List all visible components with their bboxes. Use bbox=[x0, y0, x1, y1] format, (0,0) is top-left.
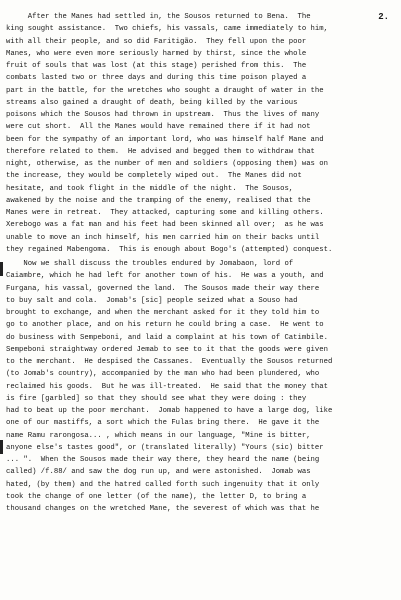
text-line: hesitate, and took flight in the middle of the night. The Sousos, bbox=[6, 184, 294, 193]
text-line: ... ". When the Sousos made their way there, they heard the name (being bbox=[6, 456, 320, 464]
text-line: After the Manes had settled in, the Sousos returned to Bena. The bbox=[6, 13, 311, 21]
text-line: Now we shall discuss the troubles endured by Jomabaon, lord of bbox=[6, 260, 294, 268]
text-line: therefore related to them. He advised and begged them to withdraw that bbox=[6, 147, 315, 156]
text-line: part in the battle, for the wretches who sought a draught of water in the bbox=[6, 86, 324, 95]
text-line: were cut short. All the Manes would have remained there if it had not bbox=[6, 123, 311, 132]
text-line: had to beat up the poor merchant. Jomab happened to have a large dog, like bbox=[6, 407, 333, 415]
text-line: do business with Sempeboni, and laid a complaint at his town of Catimbile. bbox=[6, 333, 328, 342]
text-line: hated, (by them) and the hatred called forth such ingenuity that it only bbox=[6, 480, 320, 489]
text-line: combats lasted two or three days and during this time poison played a bbox=[6, 74, 307, 83]
text-line: unable to move an inch himself, his men carried him on their backs until bbox=[6, 233, 320, 242]
page-number: 2. bbox=[378, 12, 389, 22]
text-line: Furgana, his vassal, governed the land. The Sousos made their way there bbox=[6, 284, 320, 293]
text-line: poisons which the Sousos had thrown in upstream. Thus the lives of many bbox=[6, 111, 320, 119]
text-line: fruit of souls that was lost (at this stage) perished from this. The bbox=[6, 62, 307, 70]
text-line: with all their people, and so did Faritigão. They fell upon the poor bbox=[6, 37, 307, 46]
margin-mark bbox=[0, 440, 3, 454]
text-line: been for the sympathy of an important lord, who was himself half Mane and bbox=[6, 135, 324, 144]
text-line: thousand changes on the wretched Mane, the severest of which was that he bbox=[6, 505, 320, 513]
text-line: Sempeboni straightway ordered Jemab to see to it that the goods were given bbox=[6, 345, 328, 354]
text-line: called) /f.88/ and saw the dog run up, and were astonished. Jomab was bbox=[6, 468, 311, 477]
text-line: took the change of one letter (of the name), the letter D, to bring a bbox=[6, 492, 307, 501]
text-line: king sought assistance. Two chiefs, his vassals, came immediately to him, bbox=[6, 25, 328, 34]
text-line: go to another place, and on his return he could bring a case. He went to bbox=[6, 321, 324, 330]
text-line: streams also gained a draught of death, being killed by the various bbox=[6, 98, 298, 107]
text-line: anyone else's tastes good", or (translated literally) "Yours (sic) bitter bbox=[6, 443, 324, 452]
text-line: reclaimed his goods. But he was ill-treated. He said that the money that bbox=[6, 382, 328, 391]
text-line: awakened by the noise and the tramping of the enemy, realised that the bbox=[6, 196, 311, 205]
text-line: brought to exchange, and when the merchant asked for it they told him to bbox=[6, 309, 320, 317]
text-line: name Ramu rarongosa... , which means in our language, "Mine is bitter, bbox=[6, 431, 311, 440]
text-line: Xerebogo was a fat man and his feet had been skinned all over; as he was bbox=[6, 221, 324, 230]
margin-mark bbox=[0, 262, 3, 276]
text-line: night, otherwise, as the number of men and soldiers (opposing them) was on bbox=[6, 160, 328, 168]
text-line: (to Jomab's country), accompanied by the man who had been plundered, who bbox=[6, 370, 320, 379]
text-line: the increase, they would be completely wiped out. The Manes did not bbox=[6, 172, 302, 181]
text-line: Caiambre, which he had left for another town of his. He was a youth, and bbox=[6, 272, 324, 281]
text-line: they regained Mabengoma. This is enough about Bogo's (attempted) conquest. bbox=[6, 245, 333, 254]
text-line: is fire [garbled] so that they should see what they were doing : they bbox=[6, 394, 307, 403]
text-line: Manes, who were even more seriously harmed by thirst, since the whole bbox=[6, 49, 307, 58]
text-line: one of our mastiffs, a sort which the Fulas bring there. He gave it the bbox=[6, 419, 320, 428]
text-line: to buy salt and cola. Jomab's [sic] people seized what a Souso had bbox=[6, 296, 298, 305]
text-line: Manes were in retreat. They attacked, capturing some and killing others. bbox=[6, 209, 324, 217]
text-line: to the merchant. He despised the Cassanes. Eventually the Sousos returned bbox=[6, 358, 333, 366]
